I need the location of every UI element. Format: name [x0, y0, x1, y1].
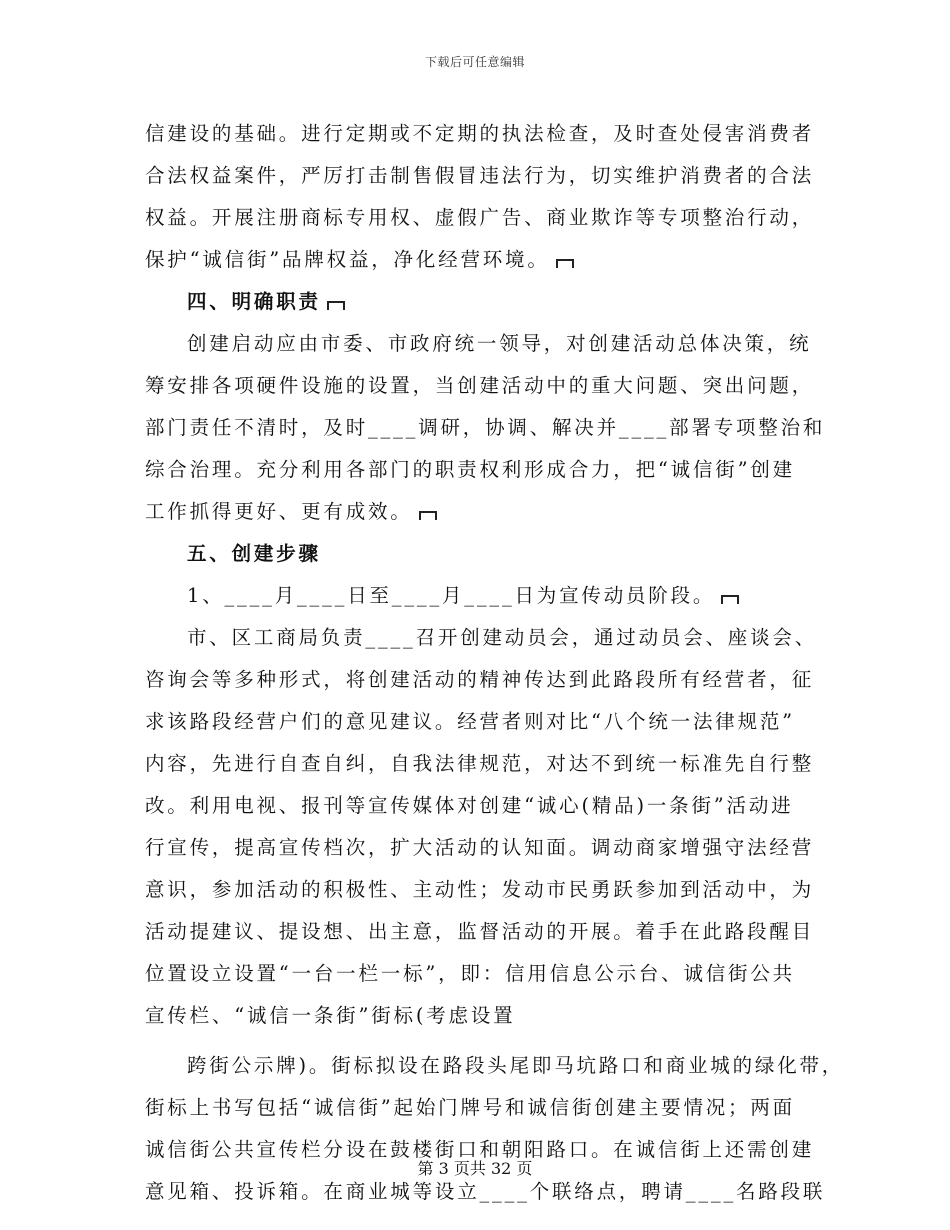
- section-heading: 四、明确职责: [145, 281, 805, 323]
- text-line: 咨询会等多种形式，将创建活动的精神传达到此路段所有经营者，征: [145, 668, 815, 691]
- section-heading: 五、创建步骤: [187, 542, 321, 565]
- text-line: 筹安排各项硬件设施的设置，当创建活动中的重大问题、突出问题，: [145, 374, 815, 397]
- text-line: 创建启动应由市委、市政府统一领导，对创建活动总体决策，统: [187, 332, 812, 355]
- paragraph-mark-icon: [419, 511, 437, 520]
- text-line: 宣传栏、“诚信一条街”街标(考虑设置: [145, 1004, 516, 1027]
- text-line: 市、区工商局负责____召开创建动员会，通过动员会、座谈会、: [187, 626, 817, 649]
- text-line: 信建设的基础。进行定期或不定期的执法检查，及时查处侵害消费者: [145, 122, 815, 145]
- text-line: 1、____月____日至____月____日为宣传动员阶段。: [145, 575, 805, 617]
- text-line: 综合治理。充分利用各部门的职责权利形成合力，把“诚信街”创建: [145, 458, 795, 481]
- paragraph-mark-icon: [556, 259, 574, 268]
- text-line: 工作抓得更好、更有成效。: [145, 491, 805, 533]
- text-line: 部门责任不清时，及时____调研，协调、解决并____部署专项整治和: [145, 416, 826, 439]
- document-body: [145, 113, 845, 1213]
- text-line: 行宣传，提高宣传档次，扩大活动的认知面。调动商家增强守法经营: [145, 836, 815, 859]
- text-line: 意见箱、投诉箱。在商业城等设立____个联络点，聘请____名路段联: [145, 1180, 826, 1203]
- text-line: 改。利用电视、报刊等宣传媒体对创建“诚心(精品)一条街”活动进: [145, 794, 794, 817]
- text-line: 诚信街公共宣传栏分设在鼓楼街口和朝阳路口。在诚信街上还需创建: [145, 1138, 815, 1161]
- text-line: 意识，参加活动的积极性、主动性；发动市民勇跃参加到活动中，为: [145, 878, 815, 901]
- paragraph-mark-icon: [327, 301, 345, 310]
- text-line: 街标上书写包括“诚信街”起始门牌号和诚信街创建主要情况；两面: [145, 1096, 795, 1119]
- text-line: 活动提建议、提设想、出主意，监督活动的开展。着手在此路段醒目: [145, 920, 815, 943]
- page-header: 下载后可任意编辑: [424, 55, 525, 69]
- paragraph-mark-icon: [721, 595, 739, 604]
- text-line: 求该路段经营户们的意见建议。经营者则对比“八个统一法律规范”: [145, 710, 795, 733]
- text-line: 位置设立设置“一台一栏一标”，即：信用信息公示台、诚信街公共: [145, 962, 795, 985]
- text-line: 保护“诚信街”品牌权益，净化经营环境。: [145, 239, 805, 281]
- text-line: 跨街公示牌)。街标拟设在路段头尾即马坑路口和商业城的绿化带，: [187, 1054, 845, 1077]
- page-footer: 第 3 页共 32 页: [417, 1159, 533, 1178]
- text-line: 内容，先进行自查自纠，自我法律规范，对达不到统一标准先自行整: [145, 752, 815, 775]
- text-line: 权益。开展注册商标专用权、虚假广告、商业欺诈等专项整治行动，: [145, 206, 815, 229]
- text-line: 合法权益案件，严厉打击制售假冒违法行为，切实维护消费者的合法: [145, 164, 815, 187]
